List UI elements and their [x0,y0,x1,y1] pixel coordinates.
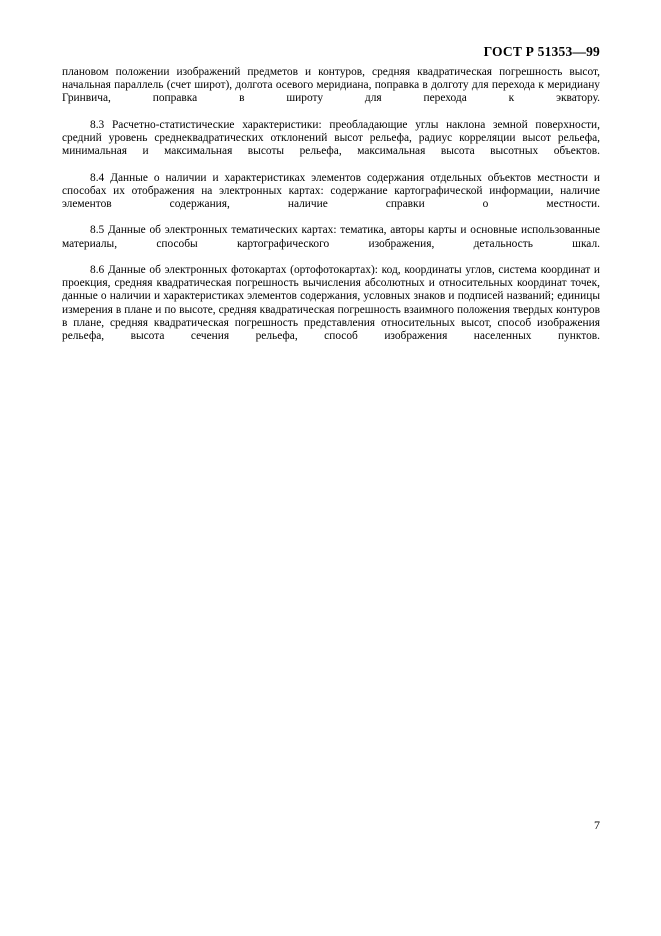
body-text-column [62,66,600,356]
page-number: 7 [594,818,600,832]
paragraph-clause-8-3: 8.3 Расчетно-статистические характеристики: преобладающие углы наклона земной поверхности, средний уровень среднеквадратических отклонений высот рельефа, радиус корреляции высот рельефа, минимальная и максимальная высоты рельефа, максимальная высота высотных объектов. [62,118,600,158]
paragraph-clause-8-5: 8.5 Данные об электронных тематических картах: тематика, авторы карты и основные использованные материалы, способы картографического изображения, детальность шкал. [62,224,600,250]
paragraph-continuation: плановом положении изображений предметов и контуров, средняя квадратическая погрешность высот, начальная параллель (счет широт), долгота осевого меридиана, поправка в долготу для перехода к меридиану Гринвича, поправка в широту для перехода к экватору. [62,66,600,105]
running-header-standard-number: ГОСТ Р 51353—99 [483,44,600,59]
paragraph-clause-8-4: 8.4 Данные о наличии и характеристиках элементов содержания отдельных объектов местности и способах их отображения на электронных картах: содержание картографической информации, наличие элементов содержания, наличие справки о местности. [62,171,600,211]
paragraph-clause-8-6: 8.6 Данные об электронных фотокартах (ортофотокартах): код, координаты углов, система координат и проекция, средняя квадратическая погрешность вычисления абсолютных и относительных координат точек, данные о наличии и характеристиках элементов содержания, условных знаков и подписей названий; единицы измерения в плане и по высоте, средняя квадратическая погрешность взаимного положения твердых контуров в плане, средняя квадратическая погрешность представления относительных высот, способ изображения рельефа, высота сечения рельефа, способ изображения населенных пунктов. [62,264,600,343]
